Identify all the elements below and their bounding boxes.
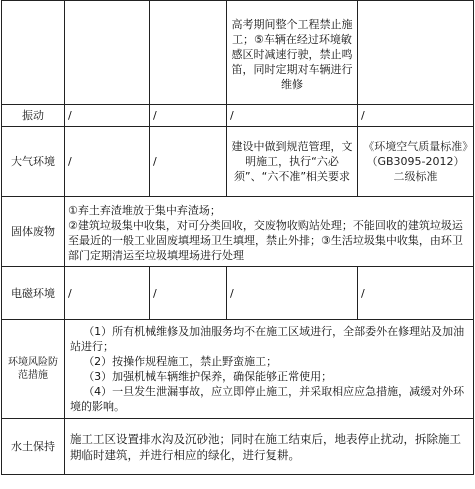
row-label-electromagnetic: 电磁环境 [2, 267, 65, 320]
cell-em-col2: / [65, 267, 150, 320]
row-label-soil-water: 水土保持 [2, 419, 65, 475]
solid-waste-item-2: ②建筑垃圾集中收集，对可分类回收，交废物收购站处理；不能回收的建筑垃圾运至最近的一般工业固废填埋场卫生填埋，禁止外排；③生活垃圾集中收集，由环卫部门定期清运至垃圾填埋场进行处理 [68, 218, 463, 262]
table-row-solid-waste [2, 197, 474, 267]
table-row-risk [2, 320, 474, 419]
row-label-noise-continued [2, 1, 65, 105]
row-label-solid-waste: 固体废物 [2, 197, 65, 267]
cell-air-measures: 建设中做到规范管理，文明施工，执行“六必须”、“六不准”相关要求 [227, 127, 358, 197]
risk-item-2: （2）按操作规程施工，禁止野蛮施工； [83, 355, 278, 368]
row-label-vibration: 振动 [2, 105, 65, 127]
cell-em-col4: / [227, 267, 358, 320]
cell-air-col3: / [150, 127, 227, 197]
cell-vibration-col5: / [358, 105, 474, 127]
cell-noise-col3 [150, 1, 227, 105]
table-row-air [2, 127, 474, 197]
table-row-noise-continued [2, 1, 474, 105]
cell-risk-measures [65, 320, 474, 419]
risk-item-4: （4）一旦发生泄漏事故，应立即停止施工，并采取相应应急措施，减缓对外环境的影响。 [70, 385, 465, 413]
row-label-air: 大气环境 [2, 127, 65, 197]
cell-air-col2: / [65, 127, 150, 197]
cell-vibration-col2: / [65, 105, 150, 127]
table-row-soil-water [2, 419, 474, 475]
solid-waste-item-1: ①弃土弃渣堆放于集中弃渣场； [68, 203, 221, 217]
risk-item-1: （1）所有机械维修及加油服务均不在施工区域进行，全部委外在修理站及加油站进行； [70, 325, 465, 353]
cell-em-col5: / [358, 267, 474, 320]
environment-measures-table [1, 0, 474, 475]
cell-noise-col2 [65, 1, 150, 105]
cell-noise-col5 [358, 1, 474, 105]
cell-vibration-col3: / [150, 105, 227, 127]
risk-item-3: （3）加强机械车辆维护保养，确保能够正常使用； [83, 370, 333, 383]
table-row-electromagnetic [2, 267, 474, 320]
cell-em-col3: / [150, 267, 227, 320]
cell-soil-water-measures: 施工工区设置排水沟及沉砂池；同时在施工结束后，地表停止扰动，拆除施工期临时建筑，并进行相应的绿化，进行复耕。 [65, 419, 474, 475]
cell-air-standard: 《环境空气质量标准》（GB3095-2012）二级标准 [358, 127, 474, 197]
cell-noise-measures: 高考期间整个工程禁止施工；⑤车辆在经过环境敏感区时减速行驶，禁止鸣笛，同时定期对车辆进行维修 [227, 1, 358, 105]
cell-solid-waste-measures [65, 197, 474, 267]
cell-vibration-col4: / [227, 105, 358, 127]
table-row-vibration [2, 105, 474, 127]
row-label-risk: 环境风险防范措施 [2, 320, 65, 419]
